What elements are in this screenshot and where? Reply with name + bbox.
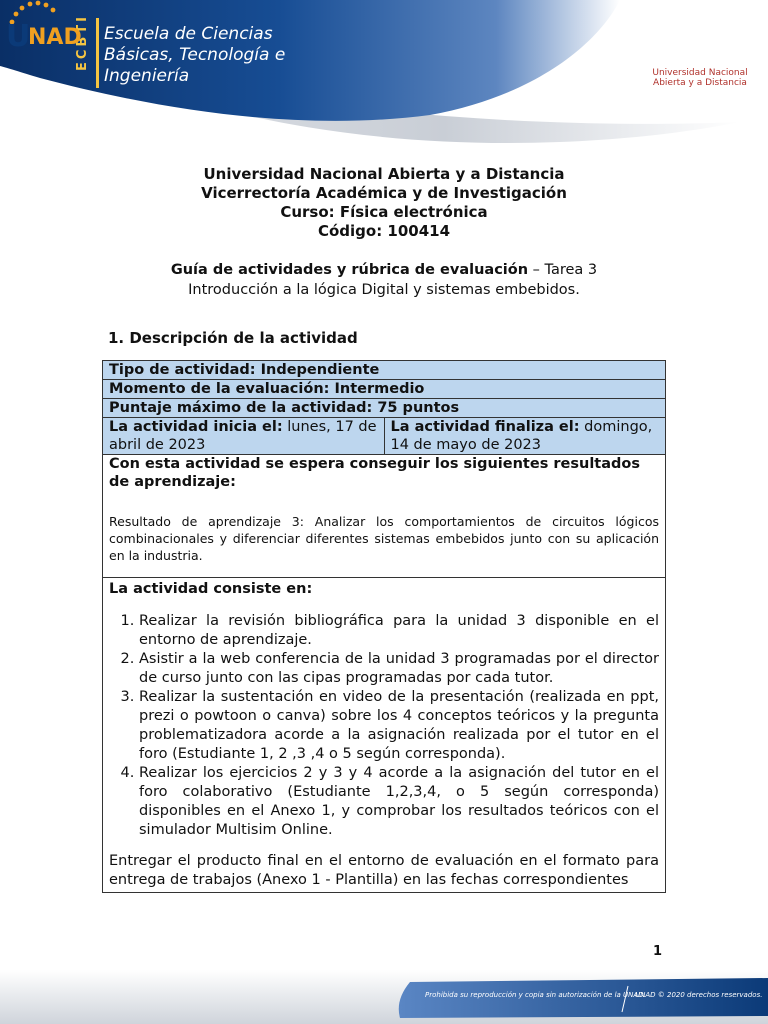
activity-table <box>102 360 666 893</box>
unad-caption <box>650 68 750 88</box>
activity-description-cell <box>103 578 666 893</box>
guide-title-task: – Tarea 3 <box>528 262 598 278</box>
school-name-line: Escuela de Ciencias <box>104 24 273 44</box>
document-title-block <box>0 165 768 241</box>
activity-steps-list <box>109 612 659 840</box>
vicerrectoria: Vicerrectoría Académica y de Investigación <box>201 184 567 202</box>
school-name-line: Ingeniería <box>104 66 190 86</box>
logo-divider <box>96 18 99 88</box>
footer-copyright: UNAD © 2020 derechos reservados. <box>635 991 763 999</box>
list-item: 4. Realizar los ejercicios 2 y 3 y 4 acorde a la asignación del tutor en el foro colaborativo (Estudiante 1,2,3,4, o 5 según corresponda) disponibles en el Anexo 1, y comprobar los resultados teóricos con el simulador Multisim Online. <box>139 764 659 840</box>
university-name: Universidad Nacional Abierta y a Distancia <box>203 165 565 183</box>
start-date-value: lunes, 17 de abril de 2023 <box>109 419 377 453</box>
school-name-line: Básicas, Tecnología e <box>104 45 286 65</box>
unad-logo <box>0 0 90 70</box>
max-score: Puntaje máximo de la actividad: 75 puntos <box>103 399 666 418</box>
page-number: 1 <box>653 944 663 959</box>
activity-consists-title: La actividad consiste en: <box>109 581 313 597</box>
end-date-cell <box>384 418 666 455</box>
guide-title-bold: Guía de actividades y rúbrica de evaluación <box>170 262 529 278</box>
page-header <box>0 0 768 150</box>
unad-caption-line: Abierta y a Distancia <box>653 78 747 88</box>
footer-notice: Prohibida su reproducción y copia sin autorización de la UNAD. <box>425 991 646 999</box>
guide-subtitle: Introducción a la lógica Digital y sistemas embebidos. <box>188 282 580 298</box>
learning-outcomes-title: Con esta actividad se espera conseguir los siguientes resultados de aprendizaje: <box>109 456 640 490</box>
evaluation-moment: Momento de la evaluación: Intermedio <box>103 380 666 399</box>
section-title: 1. Descripción de la actividad <box>108 329 358 347</box>
end-date-label: La actividad finaliza el: <box>390 419 580 435</box>
list-item: 1. Realizar la revisión bibliográfica para la unidad 3 disponible en el entorno de aprendizaje. <box>139 612 659 650</box>
svg-text:NAD: NAD <box>28 25 82 50</box>
learning-outcomes-cell <box>103 455 666 578</box>
course-name: Curso: Física electrónica <box>280 203 488 221</box>
start-date-label: La actividad inicia el: <box>109 419 283 435</box>
learning-outcome-text: Resultado de aprendizaje 3: Analizar los comportamientos de circuitos lógicos combinacionales y diferenciar diferentes sistemas embebidos junto con su aplicación en la industria. <box>109 514 659 563</box>
list-item: 2. Asistir a la web conferencia de la unidad 3 programadas por el director de curso junto con las cipas programadas por cada tutor. <box>139 650 659 688</box>
ecbti-logo-text: ECBTI <box>75 14 90 72</box>
course-code: Código: 100414 <box>317 222 451 240</box>
unad-caption-line: Universidad Nacional <box>652 68 748 78</box>
end-date-value: domingo, 14 de mayo de 2023 <box>390 419 653 453</box>
guide-title <box>0 260 768 300</box>
school-name <box>104 24 285 87</box>
submission-paragraph: Entregar el producto final en el entorno de evaluación en el formato para entrega de trabajos (Anexo 1 - Plantilla) en las fechas correspondientes <box>109 853 659 888</box>
start-date-cell <box>103 418 385 455</box>
svg-text:U: U <box>6 19 31 54</box>
activity-type: Tipo de actividad: Independiente <box>103 361 666 380</box>
list-item: 3. Realizar la sustentación en video de la presentación (realizada en ppt, prezi o powtoon o canva) sobre los 4 conceptos teóricos y la pregunta problematizadora acorde a la asignación realizada por el tutor en el foro (Estudiante 1, 2 ,3 ,4 o 5 según corresponda). <box>139 688 659 764</box>
